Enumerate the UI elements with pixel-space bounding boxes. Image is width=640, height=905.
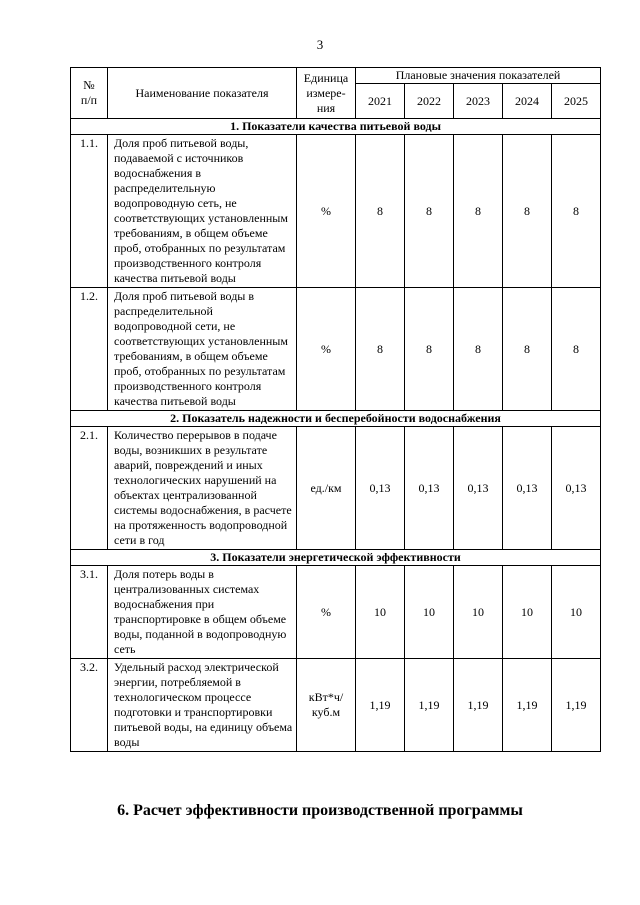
- plan-value: 10: [552, 566, 601, 659]
- plan-value: 8: [552, 288, 601, 411]
- plan-value: 8: [405, 135, 454, 288]
- plan-value: 0,13: [503, 427, 552, 550]
- indicator-unit: %: [297, 566, 356, 659]
- header-year: 2023: [454, 84, 503, 119]
- header-unit: Единица измере- ния: [297, 68, 356, 119]
- indicator-name: Доля проб питьевой воды в распределительной водопроводной сети, не соответствующих установленным требованиям, в общем объеме проб, отобранных по результатам производственного контроля качества питьевой воды: [108, 288, 297, 411]
- row-number: 1.2.: [71, 288, 108, 411]
- table-row: [71, 427, 601, 550]
- plan-value: 10: [405, 566, 454, 659]
- indicator-unit: ед./км: [297, 427, 356, 550]
- plan-value: 8: [356, 288, 405, 411]
- indicator-unit: кВт*ч/ куб.м: [297, 659, 356, 752]
- header-year: 2024: [503, 84, 552, 119]
- indicator-name: Удельный расход электрической энергии, потребляемой в технологическом процессе подготовки и транспортировки питьевой воды, на единицу объема воды: [108, 659, 297, 752]
- section-title: 1. Показатели качества питьевой воды: [71, 119, 601, 135]
- plan-value: 10: [503, 566, 552, 659]
- row-number: 1.1.: [71, 135, 108, 288]
- indicators-table: [70, 67, 601, 752]
- section-title: 3. Показатели энергетической эффективности: [71, 550, 601, 566]
- plan-value: 8: [454, 135, 503, 288]
- indicator-name: Доля потерь воды в централизованных системах водоснабжения при транспортировке в общем объеме воды, поданной в водопроводную сеть: [108, 566, 297, 659]
- page-number: 3: [316, 37, 324, 52]
- indicator-unit: %: [297, 288, 356, 411]
- plan-value: 0,13: [552, 427, 601, 550]
- plan-value: 8: [356, 135, 405, 288]
- table-row: [71, 659, 601, 752]
- header-year: 2022: [405, 84, 454, 119]
- plan-value: 1,19: [552, 659, 601, 752]
- table-row: [71, 288, 601, 411]
- row-number: 3.1.: [71, 566, 108, 659]
- indicator-unit: %: [297, 135, 356, 288]
- table-row: [71, 566, 601, 659]
- plan-value: 0,13: [356, 427, 405, 550]
- header-plan: Плановые значения показателей: [356, 68, 601, 84]
- plan-value: 10: [356, 566, 405, 659]
- plan-value: 8: [503, 135, 552, 288]
- row-number: 3.2.: [71, 659, 108, 752]
- plan-value: 1,19: [503, 659, 552, 752]
- section-row: [71, 411, 601, 427]
- table-row: [71, 135, 601, 288]
- header-year: 2021: [356, 84, 405, 119]
- plan-value: 0,13: [454, 427, 503, 550]
- section-row: [71, 119, 601, 135]
- header-year: 2025: [552, 84, 601, 119]
- header-name: Наименование показателя: [108, 68, 297, 119]
- plan-value: 8: [552, 135, 601, 288]
- plan-value: 8: [503, 288, 552, 411]
- header-num: № п/п: [71, 68, 108, 119]
- section-title: 2. Показатель надежности и бесперебойности водоснабжения: [71, 411, 601, 427]
- plan-value: 8: [405, 288, 454, 411]
- plan-value: 8: [454, 288, 503, 411]
- plan-value: 0,13: [405, 427, 454, 550]
- row-number: 2.1.: [71, 427, 108, 550]
- plan-value: 1,19: [405, 659, 454, 752]
- indicator-name: Доля проб питьевой воды, подаваемой с источников водоснабжения в распределительную водопроводную сеть, не соответствующих установленным требованиям, в общем объеме проб, отобранных по результатам производственного контроля качества питьевой воды: [108, 135, 297, 288]
- plan-value: 10: [454, 566, 503, 659]
- indicator-name: Количество перерывов в подаче воды, возникших в результате аварий, повреждений и иных технологических нарушений на объектах централизованной системы водоснабжения, в расчете на протяженность водопроводной сети в год: [108, 427, 297, 550]
- section-heading: 6. Расчет эффективности производственной программы: [117, 802, 523, 819]
- plan-value: 1,19: [454, 659, 503, 752]
- section-row: [71, 550, 601, 566]
- plan-value: 1,19: [356, 659, 405, 752]
